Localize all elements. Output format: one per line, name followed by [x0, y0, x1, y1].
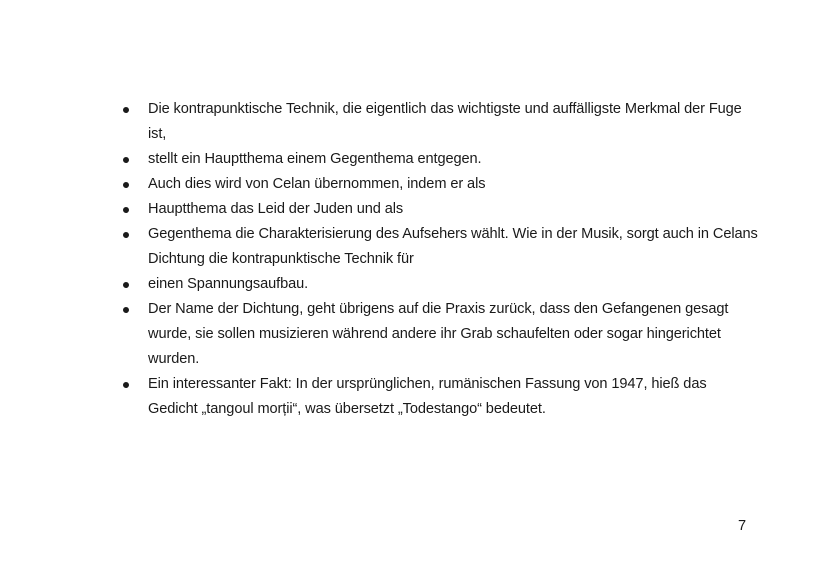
- list-item-text: Ein interessanter Fakt: In der ursprünglichen, rumänischen Fassung von 1947, hieß das Gedicht „tangoul morții“, was übersetzt „Todestango“ bedeutet.: [148, 376, 707, 417]
- bullet-icon: [123, 207, 129, 213]
- list-item-text: einen Spannungsaufbau.: [148, 276, 309, 292]
- list-item-text: Gegenthema die Charakterisierung des Aufsehers wählt. Wie in der Musik, sorgt auch in Celans Dichtung die kontrapunktische Technik für: [148, 226, 758, 267]
- bullet-icon: [123, 382, 129, 388]
- bullet-icon: [123, 307, 129, 313]
- list-item: [120, 297, 760, 372]
- list-item-text: stellt ein Hauptthema einem Gegenthema entgegen.: [148, 151, 482, 167]
- page-number: 7: [738, 518, 747, 534]
- list-item-text: Auch dies wird von Celan übernommen, indem er als: [148, 176, 486, 192]
- list-item: [120, 97, 760, 147]
- bullet-icon: [123, 107, 129, 113]
- list-item-text: Die kontrapunktische Technik, die eigentlich das wichtigste und auffälligste Merkmal der Fuge ist,: [148, 101, 742, 142]
- list-item-text: Der Name der Dichtung, geht übrigens auf die Praxis zurück, dass den Gefangenen gesagt wurde, sie sollen musizieren während andere ihr Grab schaufelten oder sogar hingerichtet wurden.: [148, 301, 729, 367]
- bullet-list: [120, 97, 760, 422]
- list-item-text: Hauptthema das Leid der Juden und als: [148, 201, 404, 217]
- list-item: [120, 197, 760, 222]
- list-item: [120, 147, 760, 172]
- list-item: [120, 372, 760, 422]
- list-item: [120, 272, 760, 297]
- bullet-icon: [123, 157, 129, 163]
- bullet-icon: [123, 232, 129, 238]
- list-item: [120, 222, 760, 272]
- bullet-icon: [123, 282, 129, 288]
- list-item: [120, 172, 760, 197]
- bullet-icon: [123, 182, 129, 188]
